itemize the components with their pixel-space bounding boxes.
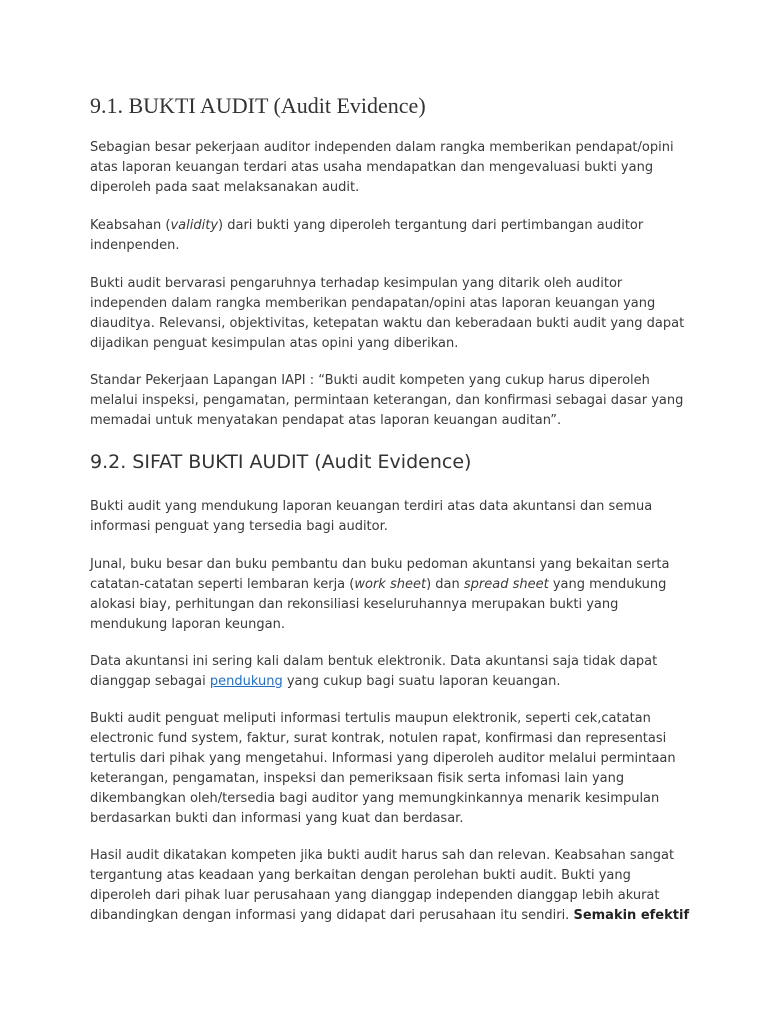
text-line: Bukti audit yang mendukung laporan keuangan terdiri atas data akuntansi dan semua bbox=[90, 499, 653, 514]
text-line: tertulis dari pihak yang mengetahui. Informasi yang diperoleh auditor melalui permintaan bbox=[90, 751, 676, 766]
text-line: indenpenden. bbox=[90, 238, 180, 253]
text-line: catatan-catatan seperti lembaran kerja (work sheet) dan spread sheet yang mendukung bbox=[90, 577, 667, 592]
text-line: Data akuntansi ini sering kali dalam bentuk elektronik. Data akuntansi saja tidak dapat bbox=[90, 654, 658, 669]
italic-term-validity: validity bbox=[170, 218, 219, 233]
text-line: Bukti audit penguat meliputi informasi tertulis maupun elektronik, seperti cek,catatan bbox=[90, 711, 651, 726]
text-line: electronic fund system, faktur, surat kontrak, notulen rapat, konfirmasi dan representasi bbox=[90, 731, 667, 746]
paragraph-competent-audit bbox=[90, 846, 690, 926]
paragraph-journals-ledgers bbox=[90, 555, 690, 635]
text-line: atas laporan keuangan terdari atas usaha mendapatkan dan mengevaluasi bukti yang bbox=[90, 160, 654, 175]
text-line: memadai untuk menyatakan pendapat atas laporan keuangan auditan”. bbox=[90, 413, 562, 428]
text-line: Sebagian besar pekerjaan auditor independen dalam rangka memberikan pendapat/opini bbox=[90, 140, 674, 155]
paragraph-iapi-standard bbox=[90, 371, 690, 431]
text-line: Standar Pekerjaan Lapangan IAPI : “Bukti audit kompeten yang cukup harus diperoleh bbox=[90, 373, 650, 388]
paragraph-audit-work bbox=[90, 138, 690, 198]
italic-term-spread-sheet: spread sheet bbox=[463, 577, 549, 592]
text-line: keterangan, pengamatan, inspeksi dan pemeriksaan fisik serta infomasi lain yang bbox=[90, 771, 625, 786]
paragraph-evidence-influence bbox=[90, 274, 690, 354]
italic-term-work-sheet: work sheet bbox=[354, 577, 427, 592]
text-line: tergantung atas keadaan yang berkaitan dengan perolehan bukti audit. Bukti yang bbox=[90, 868, 631, 883]
text-line: berdasarkan bukti dan informasi yang kuat dan berdasar. bbox=[90, 811, 464, 826]
section-9-2-heading: 9.2. SIFAT BUKTI AUDIT (Audit Evidence) bbox=[90, 451, 472, 473]
bold-phrase: Semakin efektif bbox=[573, 908, 690, 923]
paragraph-corroborating-evidence bbox=[90, 709, 690, 829]
text-line: alokasi biay, perhitungan dan rekonsiliasi keseluruhannya merupakan bukti yang bbox=[90, 597, 619, 612]
text-line: Junal, buku besar dan buku pembantu dan buku pedoman akuntansi yang bekaitan serta bbox=[90, 557, 670, 572]
text-line: Keabsahan (validity) dari bukti yang diperoleh tergantung dari pertimbangan auditor bbox=[90, 218, 644, 233]
section-9-1-heading: 9.1. BUKTI AUDIT (Audit Evidence) bbox=[90, 93, 426, 118]
text-line: Hasil audit dikatakan kompeten jika bukti audit harus sah dan relevan. Keabsahan sangat bbox=[90, 848, 675, 863]
paragraph-validity bbox=[90, 216, 690, 256]
text-line: diperoleh dari pihak luar perusahaan yang dianggap independen dianggap lebih akurat bbox=[90, 888, 660, 903]
text-line: diperoleh pada saat melaksanakan audit. bbox=[90, 180, 360, 195]
text-line: dijadikan penguat kesimpulan atas opini yang diberikan. bbox=[90, 336, 459, 351]
text-line: mendukung laporan keungan. bbox=[90, 617, 285, 632]
text-line: dikembangkan oleh/tersedia bagi auditor yang memungkinkannya menarik kesimpulan bbox=[90, 791, 660, 806]
paragraph-supporting-evidence bbox=[90, 497, 690, 537]
text-line: diaudityа. Relevansi, objektivitas, ketepatan waktu dan keberadaan bukti audit yang dapat bbox=[90, 316, 685, 331]
text-line: independen dalam rangka memberikan pendapatan/opini atas laporan keuangan yang bbox=[90, 296, 656, 311]
text-line: Bukti audit bervarasi pengaruhnya terhadap kesimpulan yang ditarik oleh auditor bbox=[90, 276, 623, 291]
text-line: dibandingkan dengan informasi yang didapat dari perusahaan itu sendiri. Semakin efektif bbox=[90, 908, 690, 923]
text-line: melalui inspeksi, pengamatan, permintaan keterangan, dan konfirmasi sebagai dasar yang bbox=[90, 393, 684, 408]
text-line: dianggap sebagai pendukung yang cukup bagi suatu laporan keuangan. bbox=[90, 674, 561, 689]
text-line: informasi penguat yang tersedia bagi auditor. bbox=[90, 519, 388, 534]
paragraph-electronic-data bbox=[90, 652, 690, 692]
pendukung-link[interactable]: pendukung bbox=[209, 674, 283, 689]
